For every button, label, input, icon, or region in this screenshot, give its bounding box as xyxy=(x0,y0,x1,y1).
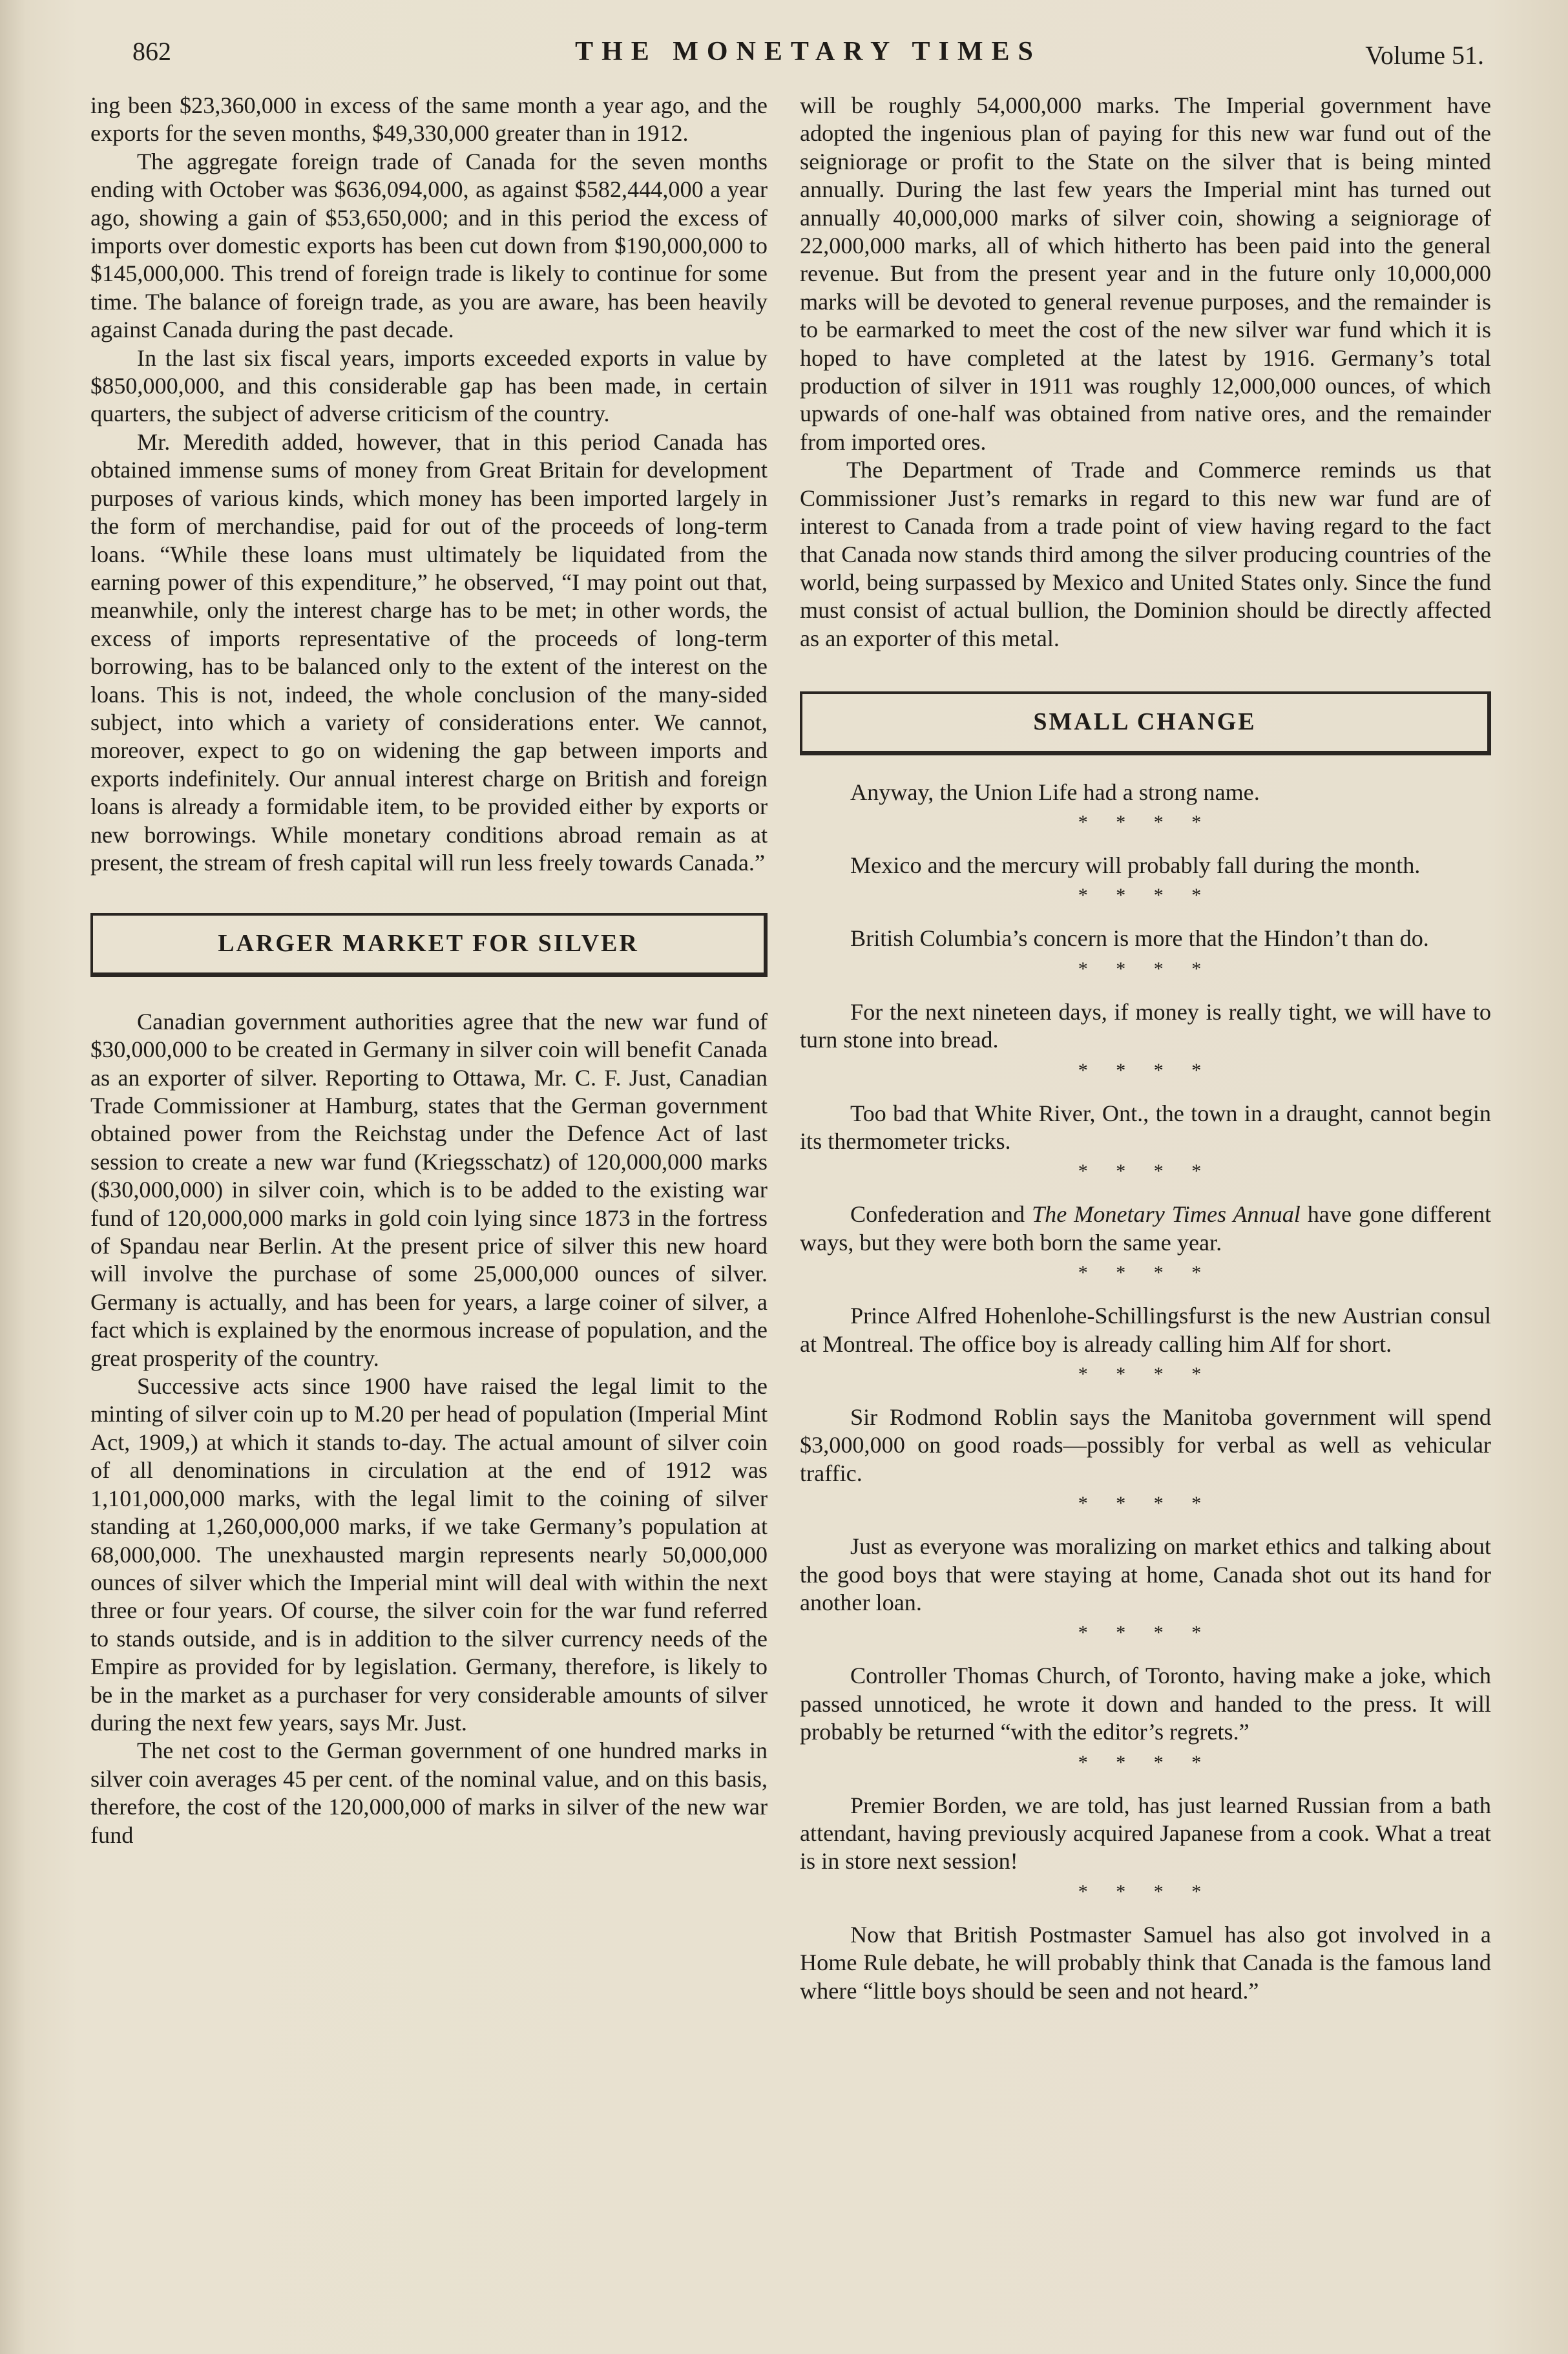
section-heading-silver: LARGER MARKET FOR SILVER xyxy=(90,913,768,976)
small-change-item: For the next nineteen days, if money is really tight, we will have to turn stone into bread. xyxy=(800,998,1491,1053)
small-change-item: British Columbia’s concern is more that the Hindon’t than do. xyxy=(850,925,1429,952)
small-change-item: Premier Borden, we are told, has just learned Russian from a bath attendant, having previously acquired Japanese from a cook. What a treat is in store next session! xyxy=(800,1792,1491,1875)
paragraph: Canadian government authorities agree that the new war fund of $30,000,000 to be created in Germany in silver coin will benefit Canada as an exporter of silver. Reporting to Ottawa, Mr. C. F. Just, Canadian Trade Commissioner at Hamburg, states that the German government obtained power from the Reichstag under the Defence Act of last session to create a new war fund (Kriegsschatz) of 120,000,000 marks ($30,000,000) in silver coin, which is to be added to the existing war fund of 120,000,000 marks in gold coin lying since 1873 in the fortress of Spandau near Berlin. At the present price of silver this new hoard will involve the purchase of some 25,000,000 ounces of silver. Germany is actually, and has been for years, a large coiner of silver, a fact which is explained by the enormous increase of population, and the great prosperity of the country. xyxy=(90,1008,768,1371)
item-text: Confederation and xyxy=(850,1201,1032,1228)
star-divider: * * * * xyxy=(1078,811,1213,833)
star-divider: * * * * xyxy=(1078,1751,1213,1773)
small-change-item xyxy=(800,1201,1491,1257)
small-change-item: Just as everyone was moralizing on market ethics and talking about the good boys that were staying at home, Canada shot out its hand for another loan. xyxy=(800,1533,1491,1616)
paragraph: In the last six fiscal years, imports exceeded exports in value by $850,000,000, and this considerable gap has been made, in certain quarters, the subject of adverse criticism of the country. xyxy=(90,344,768,427)
star-divider: * * * * xyxy=(1078,1880,1213,1902)
star-divider: * * * * xyxy=(1078,1493,1213,1515)
small-change-item: Too bad that White River, Ont., the town in a draught, cannot begin its thermometer tricks. xyxy=(800,1100,1491,1154)
volume-label: Volume 51. xyxy=(1365,41,1484,70)
small-change-item: Sir Rodmond Roblin says the Manitoba government will spend $3,000,000 on good roads—possibly for verbal as well as vehicular traffic. xyxy=(800,1404,1491,1486)
star-divider: * * * * xyxy=(1078,1622,1213,1644)
left-column xyxy=(90,92,768,1849)
small-change-item: Controller Thomas Church, of Toronto, having make a joke, which passed unnoticed, he wrote it down and handed to the press. It will probably be returned “with the editor’s regrets.” xyxy=(800,1663,1491,1745)
star-divider: * * * * xyxy=(1078,1059,1213,1081)
small-change-item: Mexico and the mercury will probably fall during the month. xyxy=(850,852,1421,878)
paragraph: Successive acts since 1900 have raised the legal limit to the minting of silver coin up to M.20 per head of population (Imperial Mint Act, 1909,) at which it stands to-day. The actual amount of silver coin of all denominations in circulation at the end of 1912 was 1,101,000,000 marks, with the legal limit to the coining of silver standing at 1,260,000,000 marks, if we take Germany’s population at 68,000,000. The unexhausted margin represents nearly 50,000,000 ounces of silver which the Imperial mint will deal with within the next three or four years. Of course, the silver coin for the war fund referred to stands outside, and is in addition to the silver currency needs of the Empire as provided for by legislation. Germany, therefore, is likely to be in the market as a purchaser for very considerable amounts of silver during the next few years, says Mr. Just. xyxy=(90,1373,768,1736)
star-divider: * * * * xyxy=(1078,958,1213,980)
paragraph: The net cost to the German government of one hundred marks in silver coin averages 45 per cent. of the nominal value, and on this basis, therefore, the cost of the 120,000,000 of marks in silver of the new war fund xyxy=(90,1738,768,1848)
small-change-item: Prince Alfred Hohenlohe-Schillingsfurst is the new Austrian consul at Montreal. The office boy is already calling him Alf for short. xyxy=(800,1303,1491,1357)
publication-title: THE MONETARY TIMES xyxy=(575,37,1041,67)
small-change-item: Now that British Postmaster Samuel has also got involved in a Home Rule debate, he will probably think that Canada is the famous land where “little boys should be seen and not heard.” xyxy=(800,1921,1491,2004)
star-divider: * * * * xyxy=(1078,1262,1213,1284)
paragraph: Mr. Meredith added, however, that in this period Canada has obtained immense sums of money from Great Britain for development purposes of various kinds, which money has been imported largely in the form of merchandise, paid for out of the proceeds of long-term loans. “While these loans must ultimately be liquidated from the earning power of this expenditure,” he observed, “I may point out that, meanwhile, only the interest charge has to be met; in other words, the excess of imports representative of the proceeds of long-term borrowing, has to be balanced only to the extent of the interest on the loans. This is not, indeed, the whole conclusion of the many-sided subject, into which a variety of considerations enter. We cannot, moreover, expect to go on widening the gap between imports and exports indefinitely. Our annual interest charge on British and foreign loans is already a formidable item, to be provided either by exports or new borrowings. While monetary conditions abroad remain as at present, the stream of fresh capital will run less freely towards Canada.” xyxy=(90,428,768,876)
page-header xyxy=(132,31,1484,76)
star-divider: * * * * xyxy=(1078,885,1213,907)
page-number: 862 xyxy=(132,37,171,66)
publication-name: The Monetary Times Annual xyxy=(1031,1201,1301,1228)
star-divider: * * * * xyxy=(1078,1363,1213,1385)
paragraph: The Department of Trade and Commerce reminds us that Commissioner Just’s remarks in regard to this new war fund are of interest to Canada from a trade point of view having regard to the fact that Canada now stands third among the silver producing countries of the world, being surpassed by Mexico and United States only. Since the fund must consist of actual bullion, the Dominion should be directly affected as an exporter of this metal. xyxy=(800,457,1491,651)
paragraph: The aggregate foreign trade of Canada for the seven months ending with October was $636,094,000, as against $582,444,000 a year ago, showing a gain of $53,650,000; and in this period the excess of imports over domestic exports has been cut down from $190,000,000 to $145,000,000. This trend of foreign trade is likely to continue for some time. The balance of foreign trade, as you are aware, has been heavily against Canada during the past decade. xyxy=(90,148,768,343)
paragraph: ing been $23,360,000 in excess of the same month a year ago, and the exports for the seven months, $49,330,000 greater than in 1912. xyxy=(90,92,768,147)
right-column xyxy=(800,92,1491,2005)
small-change-item: Anyway, the Union Life had a strong name. xyxy=(850,779,1260,805)
small-change-list xyxy=(800,779,1491,2006)
item-text: have gone different ways, but they were both born the same year. xyxy=(800,1201,1492,1256)
star-divider: * * * * xyxy=(1078,1161,1213,1182)
paragraph: will be roughly 54,000,000 marks. The Imperial government have adopted the ingenious plan of paying for this new war fund out of the seigniorage or profit to the State on the silver that is being minted annually. During the last few years the Imperial mint has turned out annually 40,000,000 marks of silver coin, showing a seigniorage of 22,000,000 marks, all of which hitherto has been paid into the general revenue. But from the present year and in the future only 10,000,000 marks will be devoted to general revenue purposes, and the remainder is to be earmarked to meet the cost of the new silver war fund which it is hoped to have completed at the latest by 1916. Germany’s total production of silver in 1911 was roughly 12,000,000 ounces, of which upwards of one-half was obtained from native ores, and the remainder from imported ores. xyxy=(800,92,1491,455)
section-heading-small-change: SMALL CHANGE xyxy=(800,691,1491,755)
